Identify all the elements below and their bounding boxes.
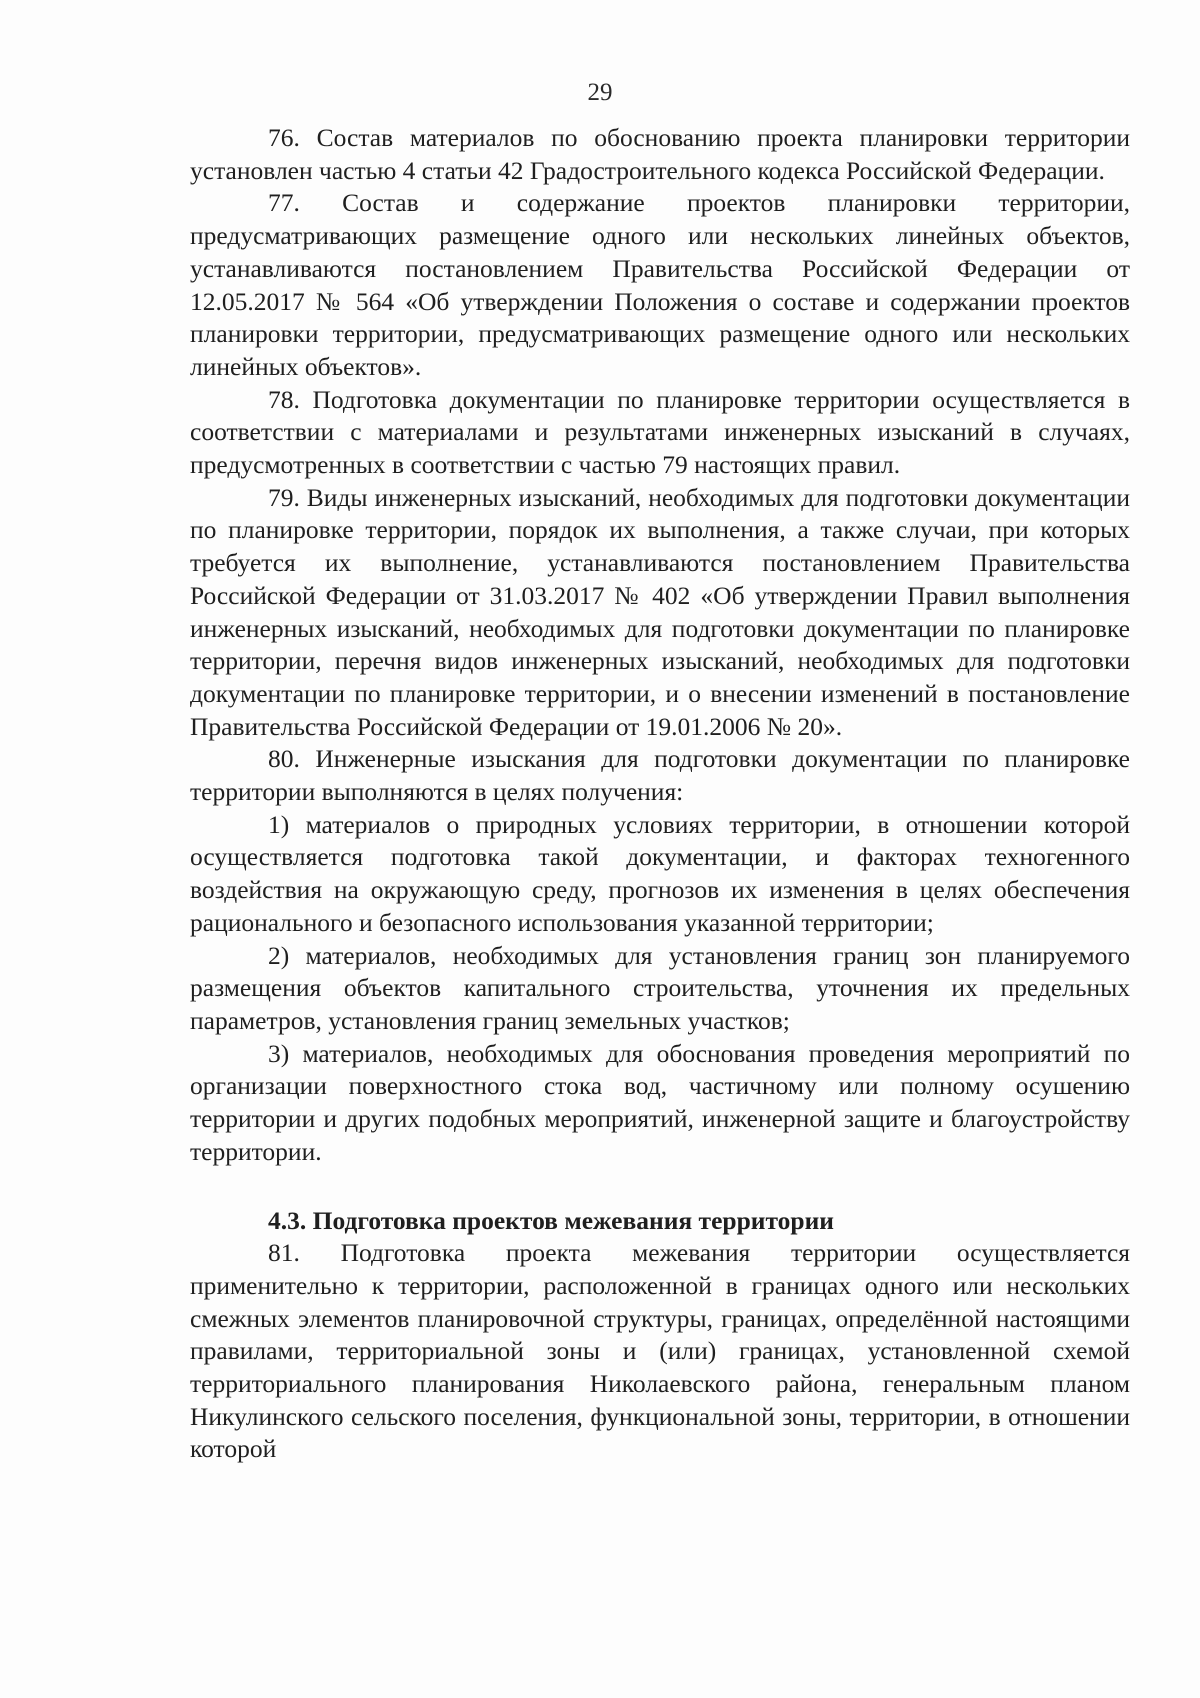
paragraph-78: 78. Подготовка документации по планировке территории осуществляется в соответствии с материалами и результатами инженерных изысканий в случаях, предусмотренных в соответствии с частью 79 настоящих правил. xyxy=(190,384,1130,480)
paragraph-79: 79. Виды инженерных изысканий, необходимых для подготовки документации по планировке территории, порядок их выполнения, а также случаи, при которых требуется их выполнение, устанавливаются постановлением Правительства Российской Федерации от 31.03.2017 № 402 «Об утверждении Правил выполнения инженерных изысканий, необходимых для подготовки документации по планировке территории, перечня видов инженерных изысканий, необходимых для подготовки документации по планировке территории, и о внесении изменений в постановление Правительства Российской Федерации от 19.01.2006 № 20». xyxy=(190,482,1130,741)
paragraph-77: 77. Состав и содержание проектов планировки территории, предусматривающих размещение одного или нескольких линейных объектов, устанавливаются постановлением Правительства Российской Федерации от 12.05.2017 № 564 «Об утверждении Положения о составе и содержании проектов планировки территории, предусматривающих размещение одного или нескольких линейных объектов». xyxy=(190,188,1130,381)
list-item-1: 1) материалов о природных условиях территории, в отношении которой осуществляется подготовка такой документации, и факторах техногенного воздействия на окружающую среду, прогнозов их изменения в целях обеспечения рационального и безопасного использования указанной территории; xyxy=(190,809,1130,937)
list-item-3: 3) материалов, необходимых для обоснования проведения мероприятий по организации поверхностного стока вод, частичному или полному осушению территории и других подобных мероприятий, инженерной защите и благоустройству территории. xyxy=(190,1038,1130,1166)
paragraph-81: 81. Подготовка проекта межевания территории осуществляется применительно к территории, расположенной в границах одного или нескольких смежных элементов планировочной структуры, границах, определённой настоящими правилами, территориальной зоны и (или) границах, установленной схемой территориального планирования Николаевского района, генеральным планом Никулинского сельского поселения, функциональной зоны, территории, в отношении которой xyxy=(190,1238,1130,1464)
paragraph-80: 80. Инженерные изыскания для подготовки документации по планировке территории выполняются в целях получения: xyxy=(190,744,1130,807)
paragraph-76: 76. Состав материалов по обоснованию проекта планировки территории установлен частью 4 статьи 42 Градостроительного кодекса Российской Федерации. xyxy=(190,123,1130,185)
list-item-2: 2) материалов, необходимых для установления границ зон планируемого размещения объектов капитального строительства, уточнения их предельных параметров, установления границ земельных участков; xyxy=(190,940,1130,1035)
section-heading: 4.3. Подготовка проектов межевания территории xyxy=(268,1205,834,1235)
page-number: 29 xyxy=(587,79,613,106)
document-body xyxy=(190,122,1130,1466)
